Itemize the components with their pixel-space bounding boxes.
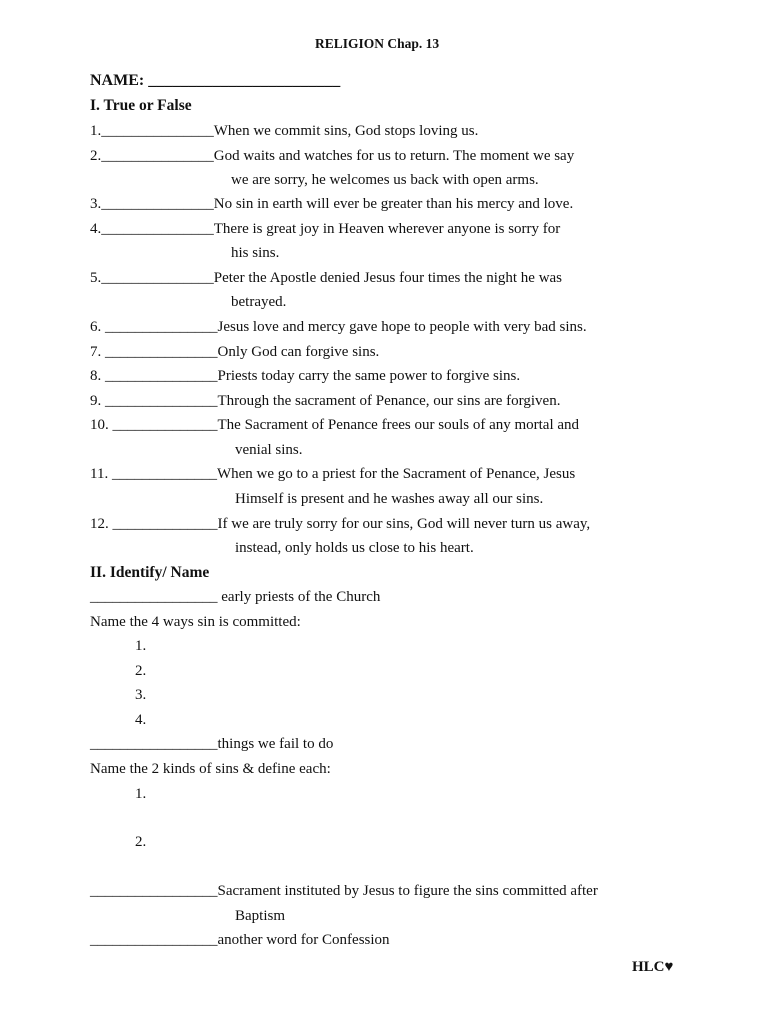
ways-sin-item-3: 3. [135,687,147,703]
tf-question-4: 4._______________There is great joy in Heaven wherever anyone is sorry for [90,221,561,237]
kinds-sins-item-1: 1. [135,786,147,802]
tf-question-8: 8. _______________Priests today carry the same power to forgive sins. [90,368,521,384]
tf-question-1: 1._______________When we commit sins, God stops loving us. [90,123,479,139]
name-field[interactable]: NAME: ________________________ [90,72,341,89]
tf-question-12-cont: instead, only holds us close to his heart. [235,540,474,556]
identify-early-priests: _________________ early priests of the Church [90,589,381,605]
tf-question-7: 7. _______________Only God can forgive sins. [90,344,380,360]
section-2-heading: II. Identify/ Name [90,564,210,581]
ways-sin-prompt: Name the 4 ways sin is committed: [90,614,301,630]
ways-sin-item-1: 1. [135,638,147,654]
tf-question-10: 10. ______________The Sacrament of Penance frees our souls of any mortal and [90,417,580,433]
ways-sin-item-2: 2. [135,663,147,679]
tf-question-2: 2._______________God waits and watches for us to return. The moment we say [90,148,575,164]
identify-confession: _________________another word for Confession [90,932,390,948]
tf-question-11-cont: Himself is present and he washes away all our sins. [235,491,544,507]
kinds-sins-item-2: 2. [135,834,147,850]
tf-question-2-cont: we are sorry, he welcomes us back with open arms. [231,172,539,188]
section-1-heading: I. True or False [90,97,192,114]
tf-question-6: 6. _______________Jesus love and mercy gave hope to people with very bad sins. [90,319,587,335]
tf-question-12: 12. ______________If we are truly sorry for our sins, God will never turn us away, [90,516,591,532]
kinds-sins-prompt: Name the 2 kinds of sins & define each: [90,761,331,777]
tf-question-3: 3._______________No sin in earth will ever be greater than his mercy and love. [90,196,574,212]
tf-question-10-cont: venial sins. [235,442,303,458]
tf-question-9: 9. _______________Through the sacrament of Penance, our sins are forgiven. [90,393,561,409]
identify-sacrament-cont: Baptism [235,908,286,924]
tf-question-5: 5._______________Peter the Apostle denied Jesus four times the night he was [90,270,563,286]
identify-things-fail: _________________things we fail to do [90,736,334,752]
tf-question-4-cont: his sins. [231,245,280,261]
tf-question-5-cont: betrayed. [231,294,287,310]
tf-question-11: 11. ______________When we go to a priest for the Sacrament of Penance, Jesus [90,466,576,482]
footer-initials: HLC♥ [632,959,674,975]
ways-sin-item-4: 4. [135,712,147,728]
page-title: RELIGION Chap. 13 [315,36,440,51]
identify-sacrament: _________________Sacrament instituted by Jesus to figure the sins committed after [90,883,598,899]
